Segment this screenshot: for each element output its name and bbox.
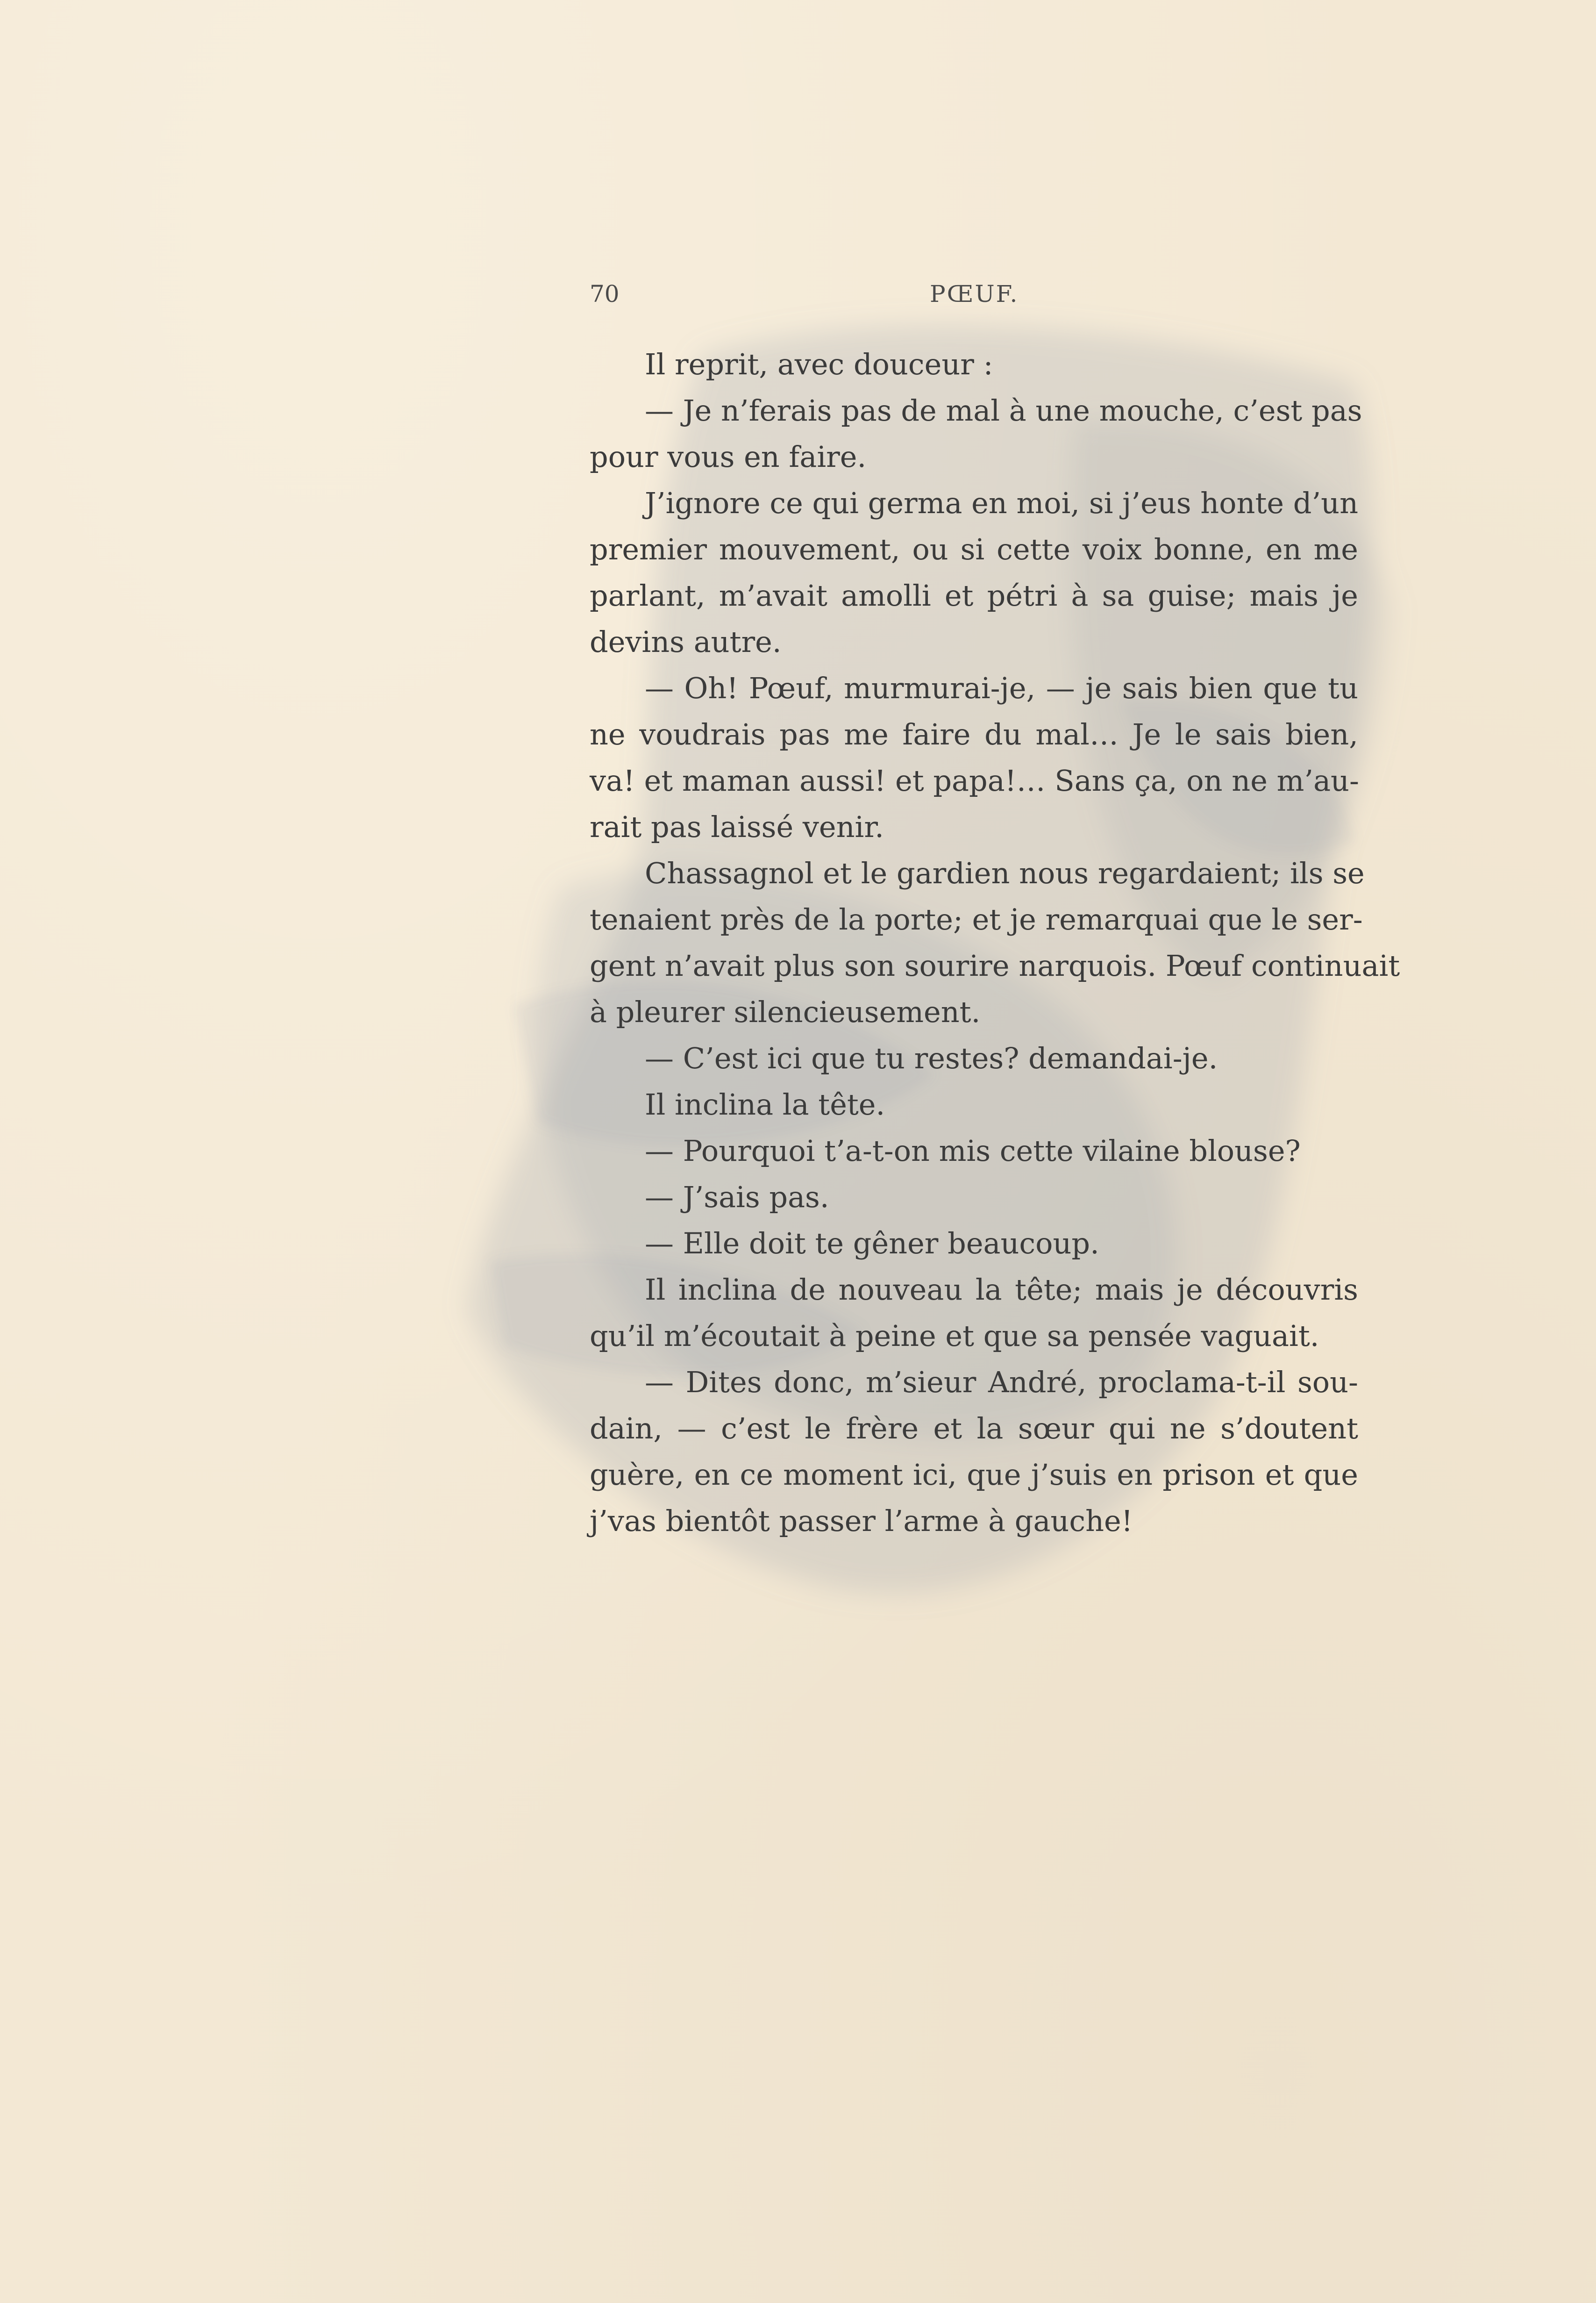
text-line: premier mouvement, ou si cette voix bonne, en me bbox=[590, 532, 1358, 566]
text-line: gent n’avait plus son sourire narquois. Pœuf continuait bbox=[590, 949, 1400, 983]
body-text bbox=[590, 341, 1400, 1544]
text-line: — Oh! Pœuf, murmurai-je, — je sais bien que tu bbox=[645, 671, 1358, 705]
text-line: — Elle doit te gêner beaucoup. bbox=[645, 1226, 1099, 1260]
text-line: j’vas bientôt passer l’arme à gauche! bbox=[590, 1504, 1133, 1538]
text-line: guère, en ce moment ici, que j’suis en prison et que bbox=[590, 1458, 1358, 1492]
text-line: Chassagnol et le gardien nous regardaient; ils se bbox=[645, 856, 1365, 890]
text-line: dain, — c’est le frère et la sœur qui ne s’doutent bbox=[590, 1411, 1358, 1445]
text-line: va! et maman aussi! et papa!… Sans ça, on ne m’au- bbox=[590, 764, 1359, 798]
text-line: ne voudrais pas me faire du mal… Je le sais bien, bbox=[590, 717, 1358, 751]
running-title: PŒUF. bbox=[930, 280, 1019, 308]
text-line: — J’sais pas. bbox=[645, 1180, 829, 1214]
text-line: tenaient près de la porte; et je remarquai que le ser- bbox=[590, 902, 1363, 937]
text-line: — C’est ici que tu restes? demandai-je. bbox=[645, 1041, 1218, 1075]
text-line: qu’il m’écoutait à peine et que sa pensée vaguait. bbox=[590, 1319, 1319, 1353]
text-line: J’ignore ce qui germa en moi, si j’eus honte d’un bbox=[645, 486, 1359, 520]
text-line: parlant, m’avait amolli et pétri à sa guise; mais je bbox=[590, 579, 1358, 613]
text-line: à pleurer silencieusement. bbox=[590, 995, 981, 1029]
text-line: Il inclina de nouveau la tête; mais je découvris bbox=[645, 1273, 1358, 1307]
text-line: Il reprit, avec douceur : bbox=[645, 347, 993, 381]
text-line: Il inclina la tête. bbox=[645, 1087, 885, 1122]
text-line: devins autre. bbox=[590, 625, 782, 659]
text-line: — Je n’ferais pas de mal à une mouche, c’est pas bbox=[645, 393, 1362, 428]
text-line: — Pourquoi t’a-t-on mis cette vilaine blouse? bbox=[645, 1134, 1301, 1168]
text-line: rait pas laissé venir. bbox=[590, 810, 884, 844]
text-line: — Dites donc, m’sieur André, proclama-t-il sou- bbox=[645, 1365, 1358, 1399]
text-line: pour vous en faire. bbox=[590, 440, 867, 474]
page-number: 70 bbox=[590, 280, 620, 308]
running-head bbox=[590, 280, 1358, 318]
